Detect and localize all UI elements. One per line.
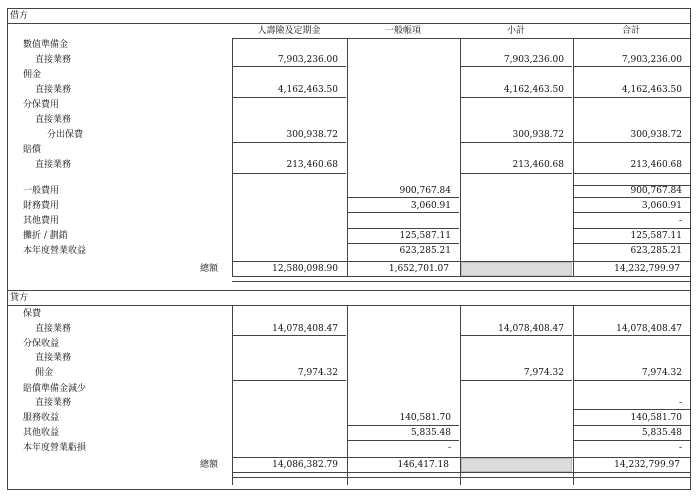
credit-cell-c3: 14,078,408.47 (498, 324, 564, 334)
credit-cell-c4: 14,078,408.47 (616, 324, 682, 334)
debit-row-label: 數值準備金 (23, 40, 69, 50)
credit-row-label: 分保收益 (23, 339, 60, 349)
debit-row-label: 直接業務 (35, 115, 72, 125)
credit-cell-rule-6 (573, 409, 690, 410)
credit-col-divider-1 (347, 305, 348, 485)
credit-cell-rule-2 (573, 335, 690, 336)
col-header-life: 人壽險及定期金 (257, 26, 321, 36)
debit-cell-c4: 7,903,236.00 (621, 55, 682, 65)
credit-cell-rule-1 (460, 335, 572, 336)
debit-cell-c4: 623,285.21 (630, 246, 682, 256)
debit-cell-c3: 4,162,463.50 (503, 85, 564, 95)
debit-cell-c4: - (678, 216, 682, 226)
debit-row-label: 直接業務 (35, 160, 72, 170)
debit-cell-c2: 900,767.84 (399, 186, 451, 196)
credit-cell-rule-5 (573, 380, 690, 381)
credit-total-general: 146,417.18 (397, 460, 449, 470)
debit-cell-c2: 623,285.21 (399, 246, 451, 256)
debit-row-label: 財務費用 (23, 201, 60, 211)
debit-cell-rule-11 (573, 173, 690, 174)
col-header-total: 合計 (621, 26, 640, 36)
credit-total-rule-0 (573, 425, 690, 426)
debit-cell-c2: 3,060.91 (410, 201, 451, 211)
credit-col-divider-3 (573, 305, 574, 485)
col-header-bottom-rule (232, 38, 691, 39)
credit-cell-c1: 7,974.32 (297, 368, 338, 378)
bottom-rule (7, 489, 691, 490)
debit-total-rule-2 (573, 228, 690, 229)
debit-section-label: 借方 (10, 11, 29, 21)
credit-cell-c2: - (447, 443, 451, 453)
debit-row-label: 本年度營業收益 (23, 246, 87, 256)
top-rule (7, 8, 691, 9)
col-header-general: 一般帳項 (384, 26, 421, 36)
debit-col-divider-end (690, 38, 691, 276)
credit-cell-c3: 7,974.32 (523, 368, 564, 378)
debit-total-col-rule-1 (573, 185, 690, 186)
credit-row-label: 佣金 (35, 368, 54, 378)
debit-total-grand: 14,232,799.97 (614, 264, 680, 274)
debit-row-label: 賠償 (23, 145, 42, 155)
debit-cell-rule-0 (232, 66, 346, 67)
credit-row-label: 直接業務 (35, 398, 72, 408)
debit-general-rule-3 (347, 243, 459, 244)
debit-cell-c1: 300,938.72 (286, 130, 338, 140)
debit-row-label: 一般費用 (23, 186, 60, 196)
debit-cell-rule-9 (232, 173, 346, 174)
debit-general-rule-0 (347, 197, 459, 198)
credit-row-label: 本年度營業虧損 (23, 443, 87, 453)
debit-total-double-rule (232, 281, 691, 282)
credit-total-rule-1 (573, 440, 690, 441)
credit-row-label: 直接業務 (35, 324, 72, 334)
credit-cell-c4: - (678, 443, 682, 453)
debit-cell-rule-10 (460, 173, 572, 174)
debit-col-divider-3 (573, 38, 574, 276)
credit-total-life: 14,086,382.79 (272, 460, 338, 470)
credit-total-bottom-rule (232, 472, 691, 473)
debit-cell-c3: 300,938.72 (512, 130, 564, 140)
debit-cell-c4: 4,162,463.50 (621, 85, 682, 95)
debit-total-life: 12,580,098.90 (272, 264, 338, 274)
credit-cell-c4: 7,974.32 (641, 368, 682, 378)
debit-general-rule-2 (347, 228, 459, 229)
debit-cell-rule-1 (460, 66, 572, 67)
credit-header-rule (7, 305, 691, 306)
debit-cell-c4: 900,767.84 (630, 186, 682, 196)
credit-row-label: 其他收益 (23, 428, 60, 438)
debit-cell-rule-2 (573, 66, 690, 67)
debit-total-general: 1,652,701.07 (388, 264, 449, 274)
debit-cell-c4: 3,060.91 (641, 201, 682, 211)
frame-left-border (7, 8, 8, 490)
credit-cell-c4: 5,835.48 (641, 428, 682, 438)
credit-row-label: 直接業務 (35, 353, 72, 363)
debit-header-rule (7, 23, 691, 24)
debit-cell-rule-6 (232, 142, 346, 143)
debit-cell-c3: 7,903,236.00 (503, 55, 564, 65)
debit-cell-c2: 125,587.11 (399, 231, 451, 241)
debit-cell-c3: 213,460.68 (512, 160, 564, 170)
credit-col-divider-end (690, 305, 691, 485)
credit-total-double-rule (232, 477, 691, 478)
debit-cell-c1: 7,903,236.00 (277, 55, 338, 65)
debit-subtotal-shaded-cell (461, 262, 572, 276)
debit-total-bottom-rule (232, 276, 691, 277)
credit-total-label: 總額 (200, 460, 219, 470)
debit-row-label: 直接業務 (35, 85, 72, 95)
credit-cell-c1: 14,078,408.47 (272, 324, 338, 334)
debit-row-label: 分保費用 (23, 100, 60, 110)
debit-total-label: 總額 (200, 264, 219, 274)
credit-cell-c2: 140,581.70 (399, 413, 451, 423)
debit-general-rule-1 (347, 212, 459, 213)
credit-general-rule-1 (347, 440, 459, 441)
debit-cell-c4: 213,460.68 (630, 160, 682, 170)
debit-col-divider-2 (460, 38, 461, 276)
debit-cell-c4: 300,938.72 (630, 130, 682, 140)
debit-cell-rule-3 (232, 97, 346, 98)
credit-cell-c4: - (678, 398, 682, 408)
credit-general-rule-0 (347, 425, 459, 426)
debit-cell-c1: 4,162,463.50 (277, 85, 338, 95)
debit-row-label: 攤折 / 劃銷 (23, 231, 68, 241)
debit-total-rule-0 (573, 197, 690, 198)
credit-row-label: 賠償準備金減少 (23, 384, 87, 394)
debit-cell-rule-8 (573, 142, 690, 143)
credit-col-divider-0 (232, 305, 233, 485)
debit-cell-c1: 213,460.68 (286, 160, 338, 170)
debit-cell-c4: 125,587.11 (630, 231, 682, 241)
debit-col-divider-0 (232, 38, 233, 276)
debit-row-label: 分出保費 (47, 130, 84, 140)
debit-col-divider-1 (347, 38, 348, 276)
credit-cell-c4: 140,581.70 (630, 413, 682, 423)
credit-total-grand: 14,232,799.97 (614, 460, 680, 470)
debit-cell-rule-7 (460, 142, 572, 143)
credit-row-label: 保費 (23, 309, 42, 319)
debit-total-rule-3 (573, 243, 690, 244)
credit-cell-rule-3 (232, 380, 346, 381)
credit-row-label: 服務收益 (23, 413, 60, 423)
credit-top-rule (7, 290, 691, 291)
credit-subtotal-shaded-cell (461, 458, 572, 472)
col-header-subtotal: 小計 (506, 26, 525, 36)
debit-row-label: 佣金 (23, 70, 42, 80)
credit-cell-rule-4 (460, 380, 572, 381)
debit-cell-rule-4 (460, 97, 572, 98)
debit-row-label: 直接業務 (35, 55, 72, 65)
debit-row-label: 其他費用 (23, 216, 60, 226)
debit-cell-rule-5 (573, 97, 690, 98)
credit-section-label: 貸方 (10, 293, 29, 303)
credit-cell-c2: 5,835.48 (410, 428, 451, 438)
debit-total-rule-1 (573, 212, 690, 213)
credit-cell-rule-0 (232, 335, 346, 336)
